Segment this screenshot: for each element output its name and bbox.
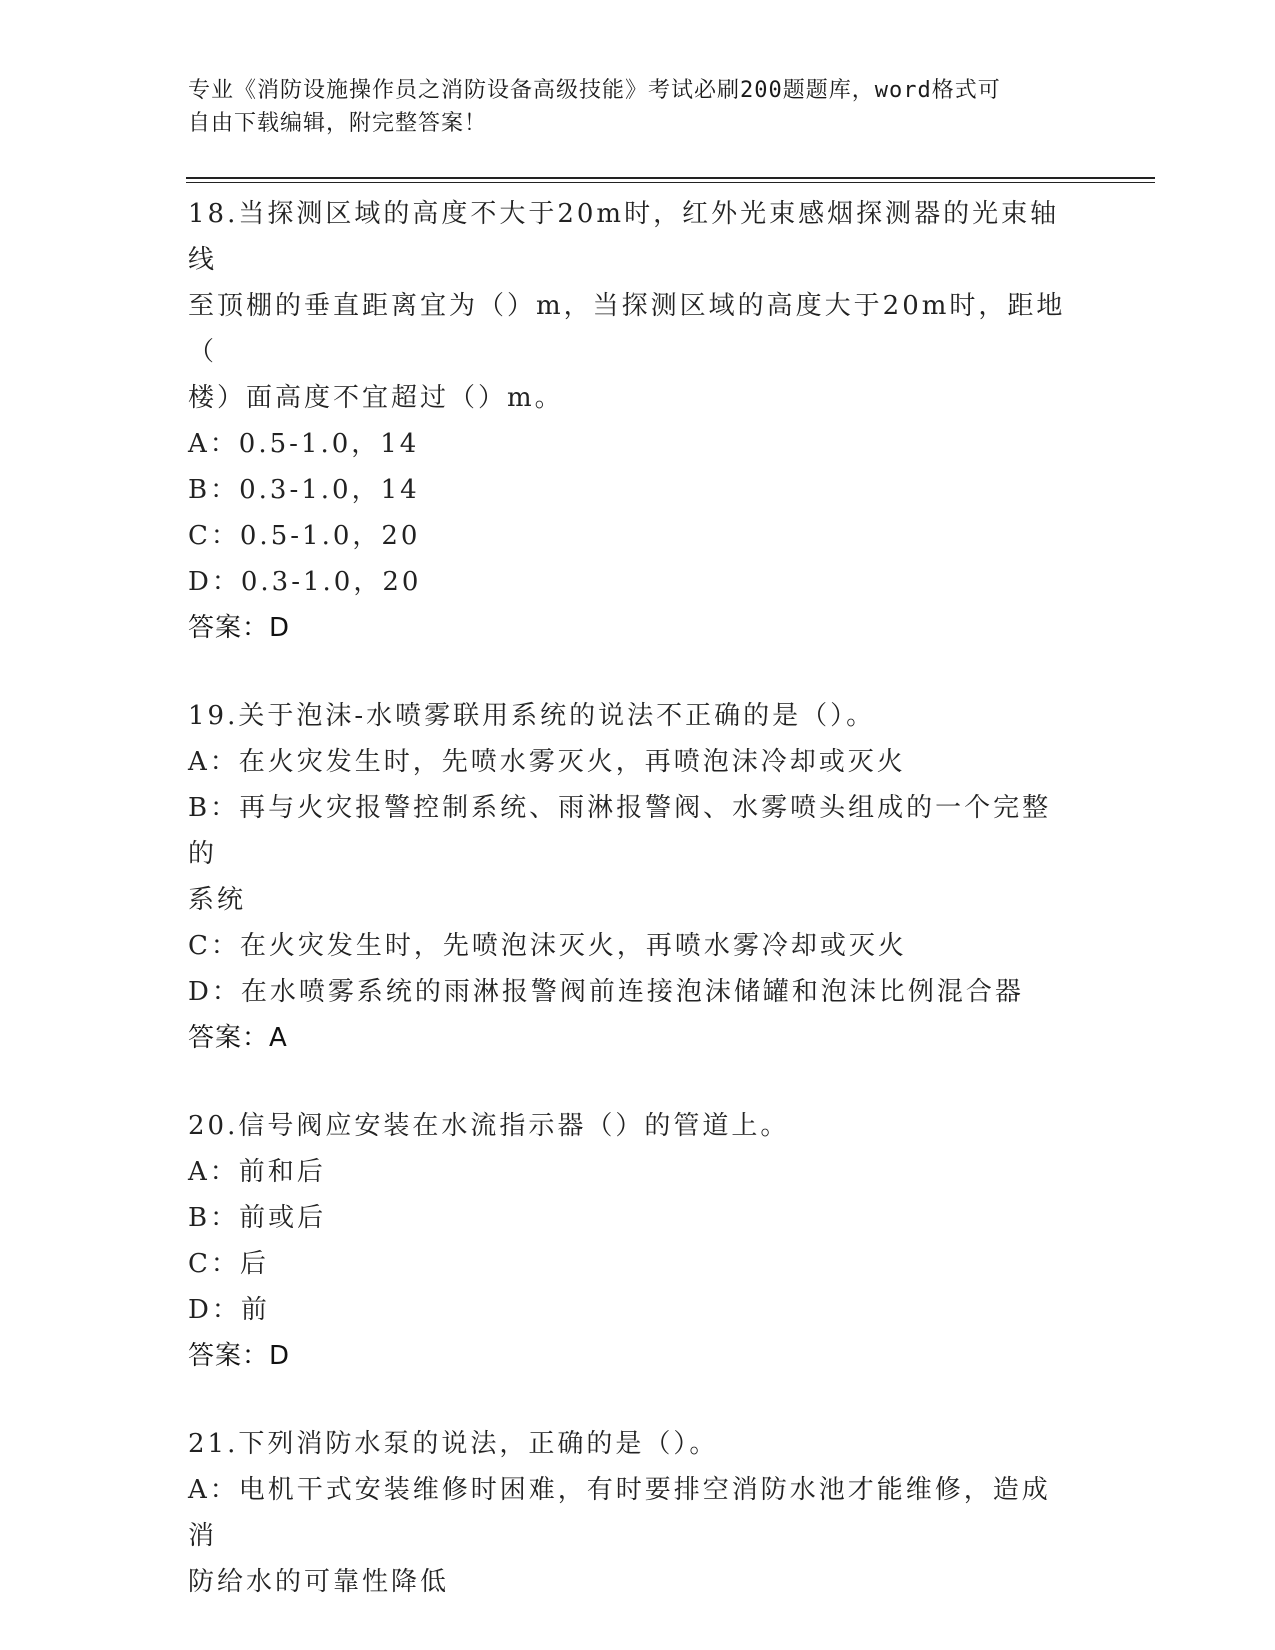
option-b-continued: 系统 (188, 885, 247, 915)
question-text-line: 20.信号阀应安装在水流指示器（）的管道上。 (188, 1111, 790, 1141)
question-text-line: 至顶棚的垂直距离宜为（）m，当探测区域的高度大于20m时，距地（ (188, 291, 1066, 367)
question-text-line: 18.当探测区域的高度不大于20m时，红外光束感烟探测器的光束轴线 (188, 199, 1060, 275)
answer-label: 答案：D (188, 1341, 291, 1371)
option-a: A：在火灾发生时，先喷水雾灭火，再喷泡沫冷却或灭火 (188, 747, 906, 777)
question-list (188, 191, 1078, 1605)
option-b: B：0.3-1.0，14 (188, 475, 420, 505)
spacer (188, 1061, 1078, 1103)
header-line-2: 自由下载编辑，附完整答案！ (188, 111, 488, 136)
question-text-line: 19.关于泡沫-水喷雾联用系统的说法不正确的是（）。 (188, 701, 876, 731)
option-c: C：在火灾发生时，先喷泡沫灭火，再喷水雾冷却或灭火 (188, 931, 907, 961)
option-b: B：再与火灾报警控制系统、雨淋报警阀、水雾喷头组成的一个完整的 (188, 793, 1052, 869)
header-line-1: 专业《消防设施操作员之消防设备高级技能》考试必刷200题题库，word格式可 (188, 78, 1001, 103)
header-divider-thick (186, 177, 1155, 179)
option-a-continued: 防给水的可靠性降低 (188, 1567, 450, 1597)
spacer (188, 651, 1078, 693)
question-text-line: 21.下列消防水泵的说法，正确的是（）。 (188, 1429, 719, 1459)
option-d: D：前 (188, 1295, 270, 1325)
document-header (188, 74, 1088, 140)
option-c: C：后 (188, 1249, 269, 1279)
option-c: C：0.5-1.0，20 (188, 521, 421, 551)
question-20 (188, 1103, 1078, 1379)
question-18 (188, 191, 1078, 651)
question-21 (188, 1421, 1078, 1605)
header-divider-thin (186, 182, 1155, 183)
question-text-line: 楼）面高度不宜超过（）m。 (188, 383, 564, 413)
question-19 (188, 693, 1078, 1061)
answer-label: 答案：A (188, 1023, 288, 1053)
answer-label: 答案：D (188, 613, 291, 643)
option-a: A：0.5-1.0，14 (188, 429, 420, 459)
option-d: D：0.3-1.0，20 (188, 567, 422, 597)
spacer (188, 1379, 1078, 1421)
option-b: B：前或后 (188, 1203, 327, 1233)
option-a: A：前和后 (188, 1157, 326, 1187)
option-a: A：电机干式安装维修时困难，有时要排空消防水池才能维修，造成消 (188, 1475, 1051, 1551)
option-d: D：在水喷雾系统的雨淋报警阀前连接泡沫储罐和泡沫比例混合器 (188, 977, 1024, 1007)
